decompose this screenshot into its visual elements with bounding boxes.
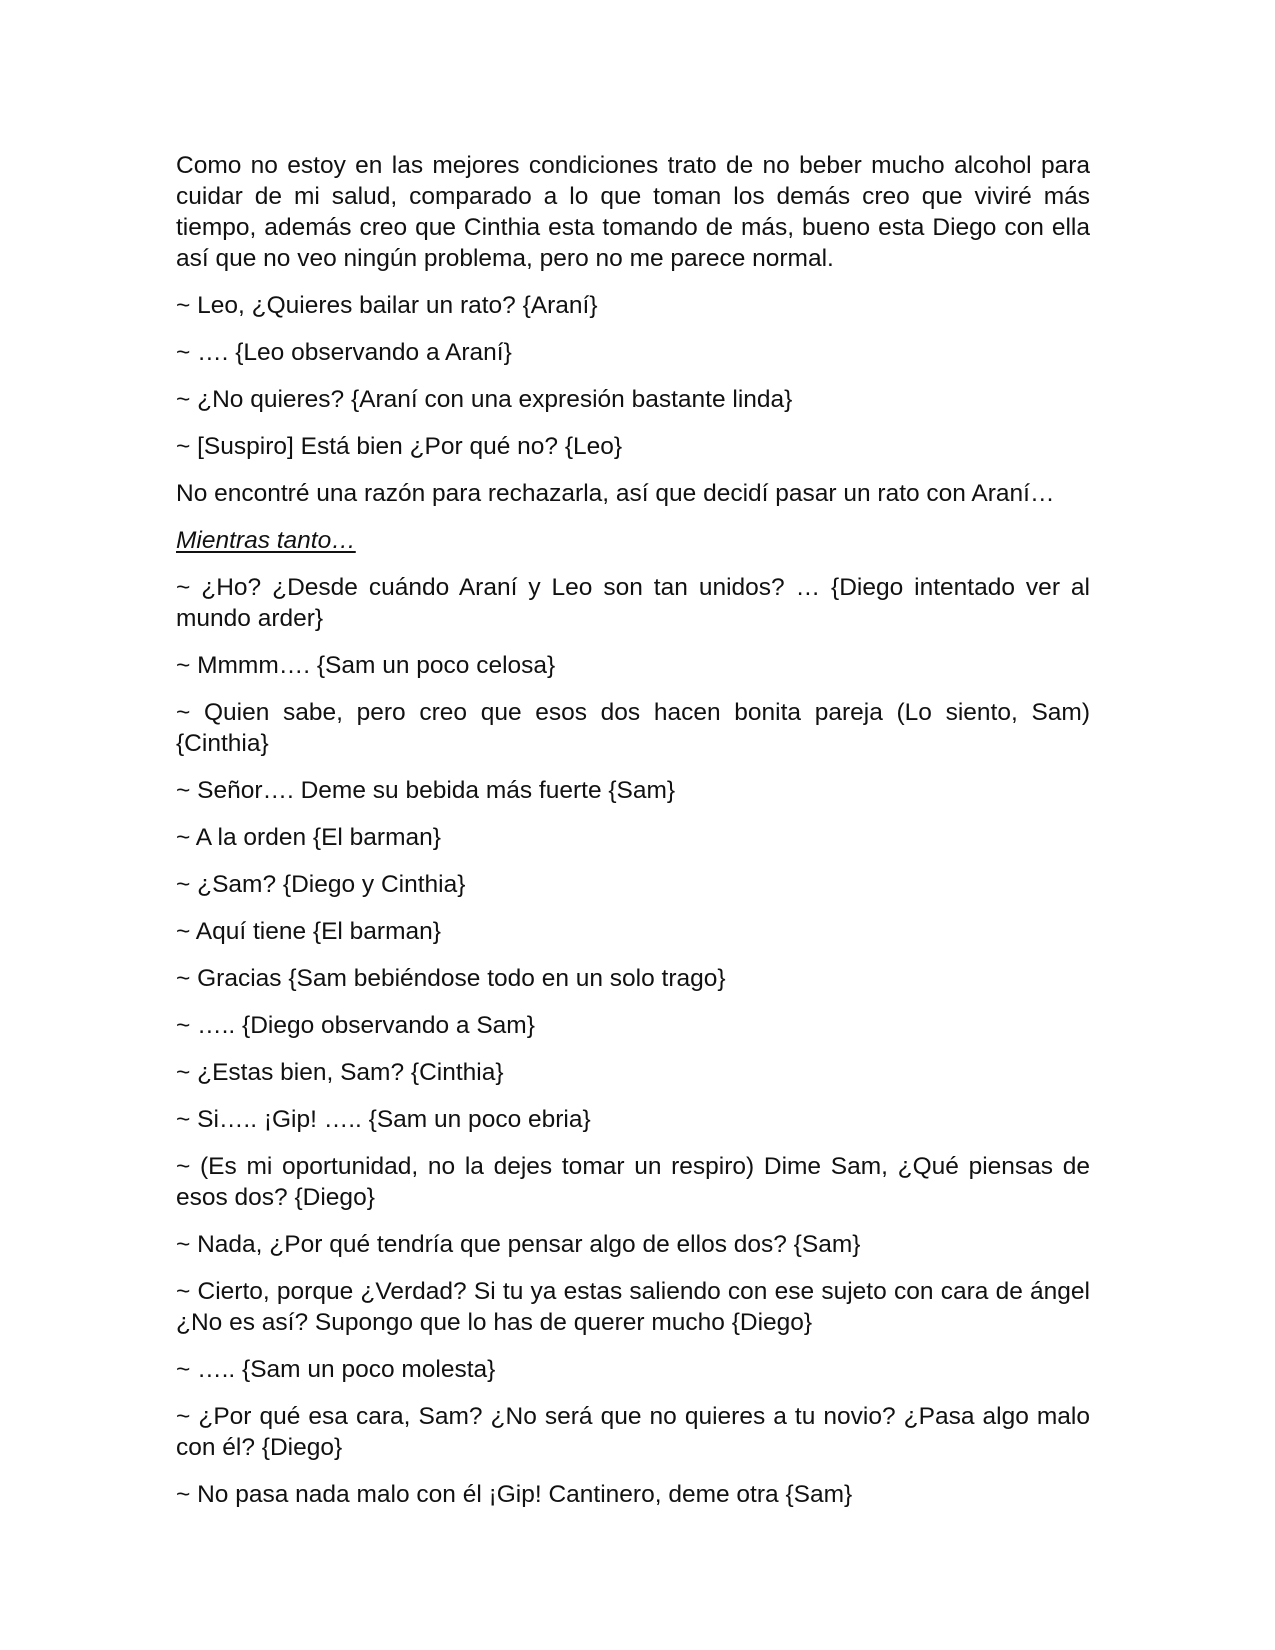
dialogue-line: ~ Gracias {Sam bebiéndose todo en un solo trago} (176, 965, 726, 992)
dialogue-line: ~ Leo, ¿Quieres bailar un rato? {Araní} (176, 292, 598, 319)
dialogue-line: ~ ….. {Diego observando a Sam} (176, 1012, 535, 1039)
document-page (176, 150, 1090, 1526)
dialogue-line: ~ A la orden {El barman} (176, 824, 441, 851)
dialogue-line: ~ ¿Estas bien, Sam? {Cinthia} (176, 1059, 504, 1086)
dialogue-line: ~ ¿Por qué esa cara, Sam? ¿No será que no quieres a tu novio? ¿Pasa algo malo con él? {Diego} (176, 1403, 1090, 1461)
dialogue-line: ~ ….. {Sam un poco molesta} (176, 1356, 496, 1383)
dialogue-line: ~ Quien sabe, pero creo que esos dos hacen bonita pareja (Lo siento, Sam) {Cinthia} (176, 699, 1090, 757)
dialogue-line: ~ Mmmm…. {Sam un poco celosa} (176, 652, 556, 679)
dialogue-line: ~ ¿Ho? ¿Desde cuándo Araní y Leo son tan unidos? … {Diego intentado ver al mundo arder} (176, 574, 1090, 632)
dialogue-line: ~ Nada, ¿Por qué tendría que pensar algo de ellos dos? {Sam} (176, 1231, 861, 1258)
dialogue-line: ~ …. {Leo observando a Araní} (176, 339, 512, 366)
scene-transition-heading: Mientras tanto… (176, 527, 356, 554)
dialogue-line: ~ Señor…. Deme su bebida más fuerte {Sam} (176, 777, 676, 804)
dialogue-line: ~ Aquí tiene {El barman} (176, 918, 441, 945)
dialogue-line: ~ (Es mi oportunidad, no la dejes tomar un respiro) Dime Sam, ¿Qué piensas de esos dos? {Diego} (176, 1153, 1090, 1211)
dialogue-line: ~ [Suspiro] Está bien ¿Por qué no? {Leo} (176, 433, 623, 460)
dialogue-line: ~ ¿Sam? {Diego y Cinthia} (176, 871, 466, 898)
narration-paragraph: No encontré una razón para rechazarla, así que decidí pasar un rato con Araní… (176, 480, 1055, 507)
narration-paragraph: Como no estoy en las mejores condiciones trato de no beber mucho alcohol para cuidar de mi salud, comparado a lo que toman los demás creo que viviré más tiempo, además creo que Cinthia esta tomando de más, bueno esta Diego con ella así que no veo ningún problema, pero no me parece normal. (176, 152, 1090, 272)
dialogue-line: ~ No pasa nada malo con él ¡Gip! Cantinero, deme otra {Sam} (176, 1481, 853, 1508)
dialogue-line: ~ Si….. ¡Gip! ….. {Sam un poco ebria} (176, 1106, 591, 1133)
dialogue-line: ~ ¿No quieres? {Araní con una expresión bastante linda} (176, 386, 793, 413)
dialogue-line: ~ Cierto, porque ¿Verdad? Si tu ya estas saliendo con ese sujeto con cara de ángel ¿No es así? Supongo que lo has de querer mucho {Diego} (176, 1278, 1090, 1336)
